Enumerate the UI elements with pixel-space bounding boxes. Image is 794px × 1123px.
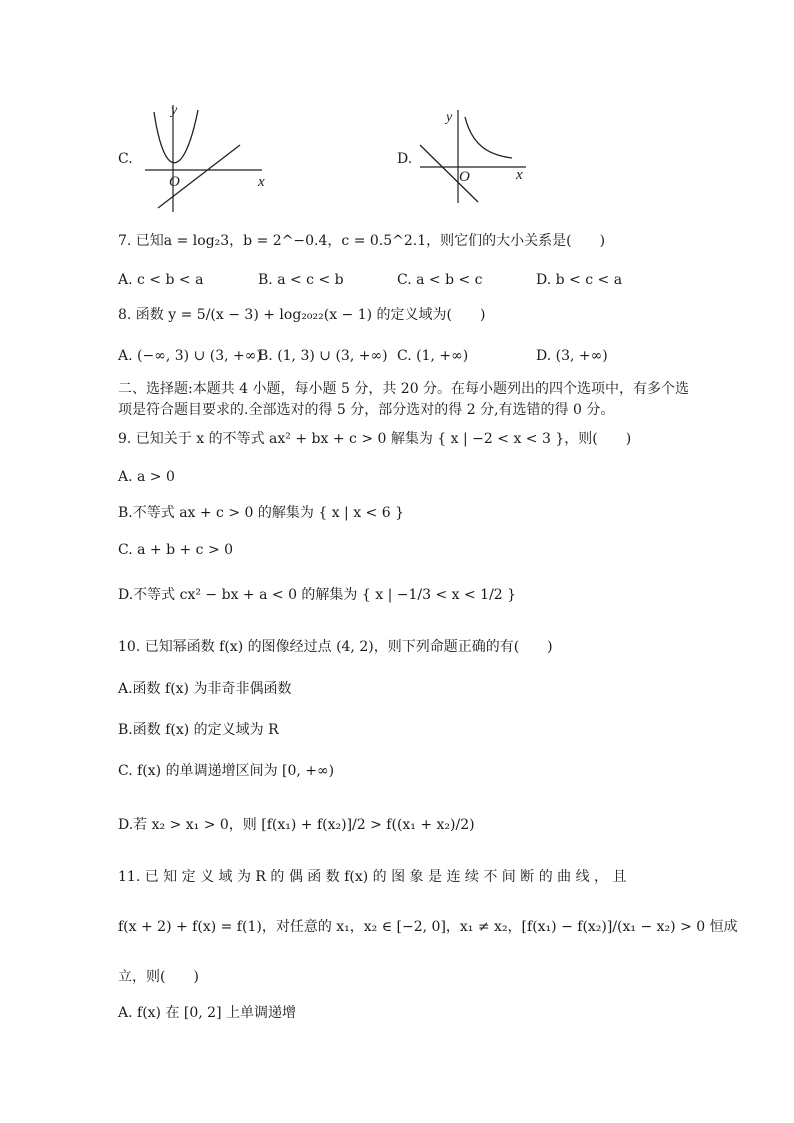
q11-line2: f(x + 2) + f(x) = f(1)，对任意的 x₁，x₂ ∈ [−2, 0]，x₁ ≠ x₂，[f(x₁) − f(x₂)]/(x₁ − x₂) > 0 恒成 (118, 919, 738, 935)
section2-line1: 二、选择题:本题共 4 小题，每小题 5 分，共 20 分。在每小题列出的四个选项中，有多个选 (118, 381, 690, 397)
figure-d-axis-x-label: x (516, 167, 523, 183)
figure-c-axis-y-label: y (171, 103, 178, 118)
q8-option-c: C. (1, +∞) (397, 348, 469, 364)
q8-stem: 8. 函数 y = 5/(x − 3) + log₂₀₂₂(x − 1) 的定义域为( ) (118, 307, 486, 323)
figure-d-hyperbola (465, 117, 512, 158)
q9-option-d: D.不等式 cx² − bx + a < 0 的解集为 { x | −1/3 < x < 1/2 } (118, 587, 517, 603)
figure-d-graph (410, 105, 530, 205)
figure-c-axis-x-label: x (258, 174, 265, 190)
q8-option-a: A. (−∞, 3) ∪ (3, +∞) (118, 348, 262, 364)
q7-option-d: D. b < c < a (536, 272, 623, 288)
q7-option-b: B. a < c < b (258, 272, 344, 288)
figure-c-label: C. (118, 151, 133, 167)
q11-line1: 11. 已 知 定 义 域 为 R 的 偶 函 数 f(x) 的 图 象 是 连 续 不 间 断 的 曲 线 ， 且 (118, 869, 627, 885)
figure-d-origin-label: O (459, 169, 470, 185)
q10-stem: 10. 已知幂函数 f(x) 的图像经过点 (4, 2)，则下列命题正确的有( ) (118, 639, 553, 655)
q9-stem: 9. 已知关于 x 的不等式 ax² + bx + c > 0 解集为 { x | −2 < x < 3 }，则( ) (118, 431, 632, 447)
q7-stem: 7. 已知a = log₂3，b = 2^−0.4，c = 0.5^2.1，则它们的大小关系是( ) (118, 233, 606, 249)
q10-option-a: A.函数 f(x) 为非奇非偶函数 (118, 681, 292, 697)
q7-option-a: A. c < b < a (118, 272, 204, 288)
q10-option-b: B.函数 f(x) 的定义域为 R (118, 722, 279, 738)
q9-option-c: C. a + b + c > 0 (118, 542, 234, 558)
section2-line2: 项是符合题目要求的.全部选对的得 5 分，部分选对的得 2 分,有选错的得 0 分。 (118, 402, 615, 418)
q11-option-a: A. f(x) 在 [0, 2] 上单调递增 (118, 1005, 297, 1021)
figure-d-label: D. (397, 151, 413, 167)
figure-c-graph (140, 100, 270, 215)
q7-option-c: C. a < b < c (397, 272, 483, 288)
q10-option-c: C. f(x) 的单调递增区间为 [0, +∞) (118, 763, 335, 779)
q9-option-b: B.不等式 ax + c > 0 的解集为 { x | x < 6 } (118, 505, 405, 521)
q9-option-a: A. a > 0 (118, 469, 175, 485)
figure-d-axis-y-label: y (446, 110, 453, 125)
figure-c-origin-label: O (169, 174, 180, 190)
q10-option-d: D.若 x₂ > x₁ > 0，则 [f(x₁) + f(x₂)]/2 > f((x₁ + x₂)/2) (118, 817, 475, 833)
q8-option-b: B. (1, 3) ∪ (3, +∞) (258, 348, 388, 364)
q8-option-d: D. (3, +∞) (536, 348, 608, 364)
q11-line3: 立，则( ) (118, 969, 199, 985)
